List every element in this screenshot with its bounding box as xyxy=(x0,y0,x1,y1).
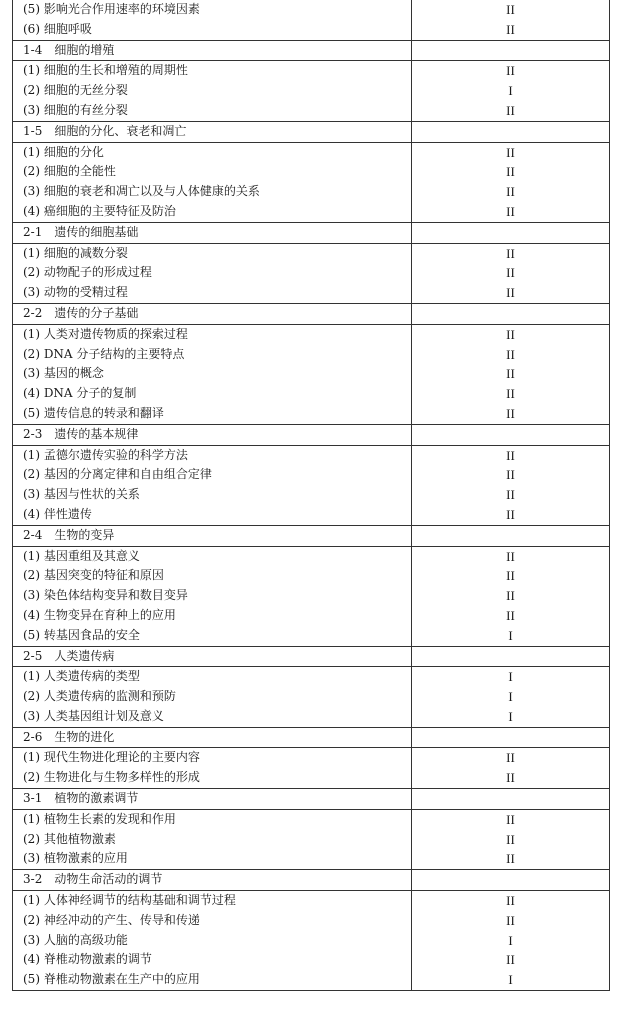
section-header-row xyxy=(13,222,610,243)
section-title: 2-4 生物的变异 xyxy=(13,525,412,546)
table-row xyxy=(13,101,610,121)
table-row xyxy=(13,182,610,202)
item-text: (2) 细胞的无丝分裂 xyxy=(13,81,412,101)
item-text: (3) 植物激素的应用 xyxy=(13,849,412,869)
requirement-level: I xyxy=(412,81,610,101)
table-row xyxy=(13,606,610,626)
item-text: (4) 癌细胞的主要特征及防治 xyxy=(13,202,412,222)
table-row xyxy=(13,465,610,485)
section-header-row xyxy=(13,870,610,891)
item-text: (1) 细胞的生长和增殖的周期性 xyxy=(13,61,412,81)
item-text: (5) 转基因食品的安全 xyxy=(13,626,412,646)
section-level-cell xyxy=(412,646,610,667)
table-row xyxy=(13,345,610,365)
table-row xyxy=(13,505,610,525)
item-text: (4) DNA 分子的复制 xyxy=(13,384,412,404)
section-level-cell xyxy=(412,40,610,61)
section-level-cell xyxy=(412,525,610,546)
table-row xyxy=(13,586,610,606)
section-level-cell xyxy=(412,727,610,748)
table-row xyxy=(13,566,610,586)
table-row xyxy=(13,970,610,990)
requirement-level: I xyxy=(412,970,610,990)
requirement-level: II xyxy=(412,485,610,505)
item-text: (1) 人体神经调节的结构基础和调节过程 xyxy=(13,891,412,911)
item-text: (2) 其他植物激素 xyxy=(13,830,412,850)
item-text: (5) 遗传信息的转录和翻译 xyxy=(13,404,412,424)
section-title: 1-5 细胞的分化、衰老和凋亡 xyxy=(13,121,412,142)
item-text: (5) 脊椎动物激素在生产中的应用 xyxy=(13,970,412,990)
table-row xyxy=(13,830,610,850)
table-row xyxy=(13,809,610,829)
section-header-row xyxy=(13,121,610,142)
item-text: (4) 生物变异在育种上的应用 xyxy=(13,606,412,626)
item-text: (3) 细胞的有丝分裂 xyxy=(13,101,412,121)
item-text: (1) 人类对遗传物质的探索过程 xyxy=(13,324,412,344)
table-row xyxy=(13,384,610,404)
section-title: 2-1 遗传的细胞基础 xyxy=(13,222,412,243)
item-text: (2) 神经冲动的产生、传导和传递 xyxy=(13,911,412,931)
table-row xyxy=(13,687,610,707)
item-text: (2) 动物配子的形成过程 xyxy=(13,263,412,283)
item-text: (4) 伴性遗传 xyxy=(13,505,412,525)
item-text: (3) 动物的受精过程 xyxy=(13,283,412,303)
section-header-row xyxy=(13,424,610,445)
requirement-level: II xyxy=(412,20,610,40)
section-header-row xyxy=(13,525,610,546)
requirement-level: I xyxy=(412,707,610,727)
section-level-cell xyxy=(412,222,610,243)
item-text: (2) 生物进化与生物多样性的形成 xyxy=(13,768,412,788)
requirement-level: II xyxy=(412,586,610,606)
section-level-cell xyxy=(412,870,610,891)
item-text: (3) 细胞的衰老和凋亡以及与人体健康的关系 xyxy=(13,182,412,202)
table-row xyxy=(13,243,610,263)
section-level-cell xyxy=(412,424,610,445)
table-row xyxy=(13,707,610,727)
item-text: (3) 人类基因组计划及意义 xyxy=(13,707,412,727)
item-text: (2) DNA 分子结构的主要特点 xyxy=(13,345,412,365)
table-row xyxy=(13,626,610,646)
item-text: (3) 基因的概念 xyxy=(13,364,412,384)
table-row xyxy=(13,485,610,505)
item-text: (4) 脊椎动物激素的调节 xyxy=(13,950,412,970)
table-row xyxy=(13,768,610,788)
section-title: 3-2 动物生命活动的调节 xyxy=(13,870,412,891)
requirement-level: II xyxy=(412,283,610,303)
requirement-level: II xyxy=(412,891,610,911)
table-row xyxy=(13,81,610,101)
item-text: (1) 现代生物进化理论的主要内容 xyxy=(13,748,412,768)
section-level-cell xyxy=(412,121,610,142)
table-row xyxy=(13,950,610,970)
requirement-level: II xyxy=(412,768,610,788)
syllabus-table-body xyxy=(13,0,610,991)
table-row xyxy=(13,849,610,869)
table-row xyxy=(13,263,610,283)
item-text: (2) 人类遗传病的监测和预防 xyxy=(13,687,412,707)
item-text: (6) 细胞呼吸 xyxy=(13,20,412,40)
requirement-level: II xyxy=(412,546,610,566)
requirement-level: II xyxy=(412,505,610,525)
section-title: 2-2 遗传的分子基础 xyxy=(13,303,412,324)
requirement-level: I xyxy=(412,626,610,646)
item-text: (2) 基因的分离定律和自由组合定律 xyxy=(13,465,412,485)
requirement-level: II xyxy=(412,345,610,365)
section-title: 3-1 植物的激素调节 xyxy=(13,789,412,810)
requirement-level: II xyxy=(412,182,610,202)
table-row xyxy=(13,61,610,81)
item-text: (2) 细胞的全能性 xyxy=(13,162,412,182)
requirement-level: II xyxy=(412,445,610,465)
section-title: 2-5 人类遗传病 xyxy=(13,646,412,667)
section-title: 2-3 遗传的基本规律 xyxy=(13,424,412,445)
section-header-row xyxy=(13,789,610,810)
section-level-cell xyxy=(412,789,610,810)
section-title: 2-6 生物的进化 xyxy=(13,727,412,748)
table-row xyxy=(13,748,610,768)
table-row xyxy=(13,283,610,303)
item-text: (1) 细胞的分化 xyxy=(13,142,412,162)
item-text: (2) 基因突变的特征和原因 xyxy=(13,566,412,586)
item-text: (1) 基因重组及其意义 xyxy=(13,546,412,566)
table-row xyxy=(13,445,610,465)
table-row xyxy=(13,20,610,40)
item-text: (3) 染色体结构变异和数目变异 xyxy=(13,586,412,606)
table-row xyxy=(13,324,610,344)
requirement-level: II xyxy=(412,566,610,586)
table-row xyxy=(13,911,610,931)
section-header-row xyxy=(13,727,610,748)
section-header-row xyxy=(13,40,610,61)
item-text: (1) 孟德尔遗传实验的科学方法 xyxy=(13,445,412,465)
item-text: (3) 人脑的高级功能 xyxy=(13,931,412,951)
requirement-level: II xyxy=(412,606,610,626)
table-row xyxy=(13,0,610,20)
table-row xyxy=(13,931,610,951)
requirement-level: II xyxy=(412,830,610,850)
requirement-level: II xyxy=(412,0,610,20)
section-header-row xyxy=(13,303,610,324)
section-title: 1-4 细胞的增殖 xyxy=(13,40,412,61)
section-level-cell xyxy=(412,303,610,324)
table-row xyxy=(13,202,610,222)
table-row xyxy=(13,404,610,424)
item-text: (5) 影响光合作用速率的环境因素 xyxy=(13,0,412,20)
requirement-level: I xyxy=(412,931,610,951)
table-row xyxy=(13,546,610,566)
requirement-level: II xyxy=(412,364,610,384)
table-row xyxy=(13,364,610,384)
requirement-level: II xyxy=(412,324,610,344)
table-row xyxy=(13,162,610,182)
item-text: (1) 人类遗传病的类型 xyxy=(13,667,412,687)
requirement-level: II xyxy=(412,911,610,931)
requirement-level: I xyxy=(412,687,610,707)
requirement-level: II xyxy=(412,950,610,970)
requirement-level: II xyxy=(412,101,610,121)
requirement-level: II xyxy=(412,162,610,182)
requirement-level: II xyxy=(412,404,610,424)
requirement-level: II xyxy=(412,263,610,283)
requirement-level: II xyxy=(412,748,610,768)
item-text: (1) 植物生长素的发现和作用 xyxy=(13,809,412,829)
requirement-level: II xyxy=(412,61,610,81)
table-row xyxy=(13,891,610,911)
requirement-level: II xyxy=(412,465,610,485)
requirement-level: II xyxy=(412,809,610,829)
item-text: (1) 细胞的减数分裂 xyxy=(13,243,412,263)
requirement-level: II xyxy=(412,243,610,263)
table-row xyxy=(13,142,610,162)
syllabus-table xyxy=(12,0,610,991)
item-text: (3) 基因与性状的关系 xyxy=(13,485,412,505)
section-header-row xyxy=(13,646,610,667)
requirement-level: II xyxy=(412,142,610,162)
requirement-level: II xyxy=(412,384,610,404)
requirement-level: II xyxy=(412,202,610,222)
requirement-level: I xyxy=(412,667,610,687)
table-row xyxy=(13,667,610,687)
requirement-level: II xyxy=(412,849,610,869)
